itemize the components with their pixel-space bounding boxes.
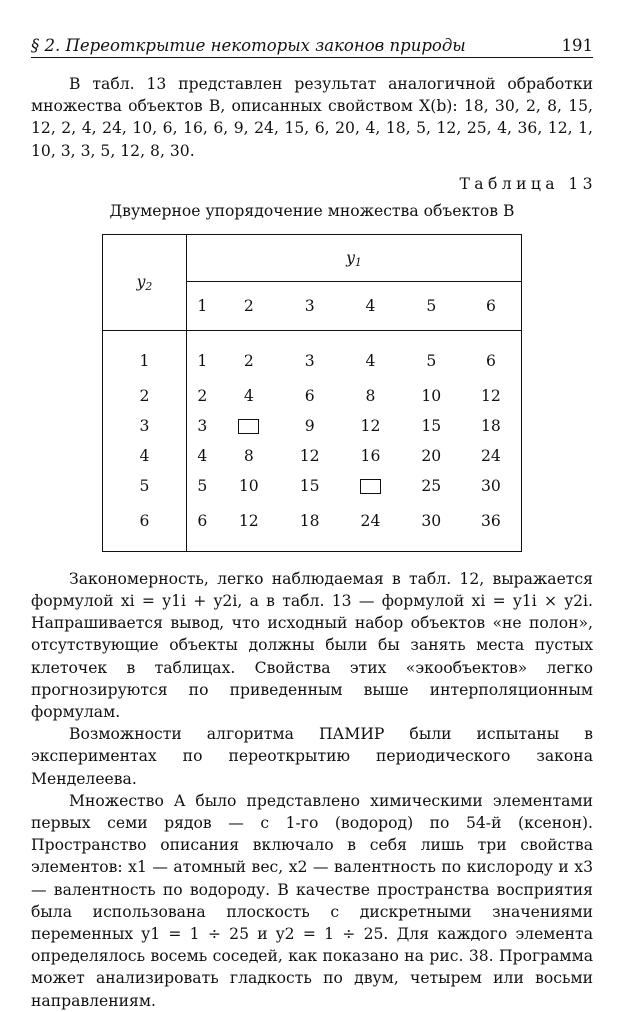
table-cell: 10 [421,386,442,405]
table-cell: 24 [461,441,522,471]
table-cell: 3 [304,351,315,370]
table-cell: 5 [197,476,208,495]
row-header: 3 [103,411,187,441]
table-cell: 8 [243,446,254,465]
table-cell: 9 [304,416,315,435]
column-header: 1 [187,281,218,330]
running-head [31,36,593,58]
table-cell: 18 [461,411,522,441]
page-number: 191 [561,36,593,55]
table-row [103,501,522,552]
table-cell: 18 [280,501,339,552]
table-cell: 4 [365,351,376,370]
table-cell: 12 [461,381,522,411]
table-cell: 15 [421,416,442,435]
row-axis-symbol: $y_2$ [136,273,153,294]
row-header: 5 [103,471,187,501]
table-cell: 24 [339,501,402,552]
row-header: 2 [103,381,187,411]
table-cell: 36 [461,501,522,552]
table-cell: 2 [197,386,208,405]
table-cell: 20 [421,446,442,465]
row-header: 6 [103,501,187,552]
table-row [103,411,522,441]
table-cell: 8 [365,386,376,405]
row-header: 4 [103,441,187,471]
table-cell: 12 [218,501,281,552]
table-cell: 4 [197,446,208,465]
table-row [103,441,522,471]
ordering-table [102,234,522,552]
empty-cell [218,411,281,441]
col-axis-label [187,234,522,281]
section-title: § 2. Переоткрытие некоторых законов природы [31,36,466,55]
table-cell: 3 [197,416,208,435]
paragraph-1: В табл. 13 представлен результат аналогичной обработки множества объектов B, описанных свойством X(b): 18, 30, 2, 8, 15, 12, 2, 4, 24, 10, 6, 16, 6, 9, 24, 15, 6, 20, 4, 18, 5, 12, 25, 4, 36, 12, 1, 10, 3, 3, 5, 12, 8, 30. [31,75,593,160]
table-label: Таблица 13 [459,174,597,193]
row-header: 1 [103,330,187,381]
table-row [103,330,522,381]
paragraph-4: Множество A было представлено химическими элементами первых семи рядов — с 1-го (водород) по 54-й (ксенон). Пространство описания включало в себя лишь три свойства элементов: x1 — атомный вес, x2 — валентность по кислороду и x3 — валентность по водороду. В качестве пространства восприятия была использована плоскость с дискретными значениями переменных y1 = 1 ÷ 25 и y2 = 1 ÷ 25. Для каждого элемента определялось восемь соседей, как показано на рис. 38. Программа может анализировать гладкость по двум, четырем или восьми направлениям. [31,791,593,1010]
page [31,36,597,1012]
table-cell: 30 [461,471,522,501]
row-axis-label [103,234,187,330]
table-cell: 10 [238,476,259,495]
table-cell: 15 [299,476,320,495]
table-cell: 4 [243,386,254,405]
paragraph-2: Закономерность, легко наблюдаемая в табл. 12, выражается формулой xi = y1i + y2i, а в табл. 13 — формулой xi = y1i × y2i. Напрашивается вывод, что исходный набор объектов «не полон», отсутствующие объекты должны были бы занять места пустых клеточек в таблицах. Свойства этих «экообъектов» легко прогнозируются по приведенным выше интерполяционным формулам. [31,569,593,722]
table-cell: 6 [304,386,315,405]
table-caption: Двумерное упорядочение множества объектов B [109,201,515,220]
paragraph-3: Возможности алгоритма ПАМИР были испытаны в экспериментах по переоткрытию периодического закона Менделеева. [31,725,593,788]
table-cell: 25 [421,476,442,495]
empty-cell [339,471,402,501]
table-cell: 5 [426,351,437,370]
column-header: 2 [218,281,281,330]
table-cell: 6 [187,501,218,552]
column-header: 5 [402,281,461,330]
table-cell: 12 [360,416,381,435]
column-header: 6 [461,281,522,330]
table-cell: 6 [461,330,522,381]
table-cell: 1 [197,351,208,370]
column-header: 4 [339,281,402,330]
table-cell: 12 [299,446,320,465]
table-row [103,381,522,411]
table-row [103,471,522,501]
table-cell: 2 [243,351,254,370]
empty-cell-box [360,479,381,494]
column-header: 3 [280,281,339,330]
table-cell: 16 [360,446,381,465]
col-axis-symbol: $y_1$ [346,248,362,269]
table-cell: 30 [402,501,461,552]
empty-cell-box [238,419,259,434]
